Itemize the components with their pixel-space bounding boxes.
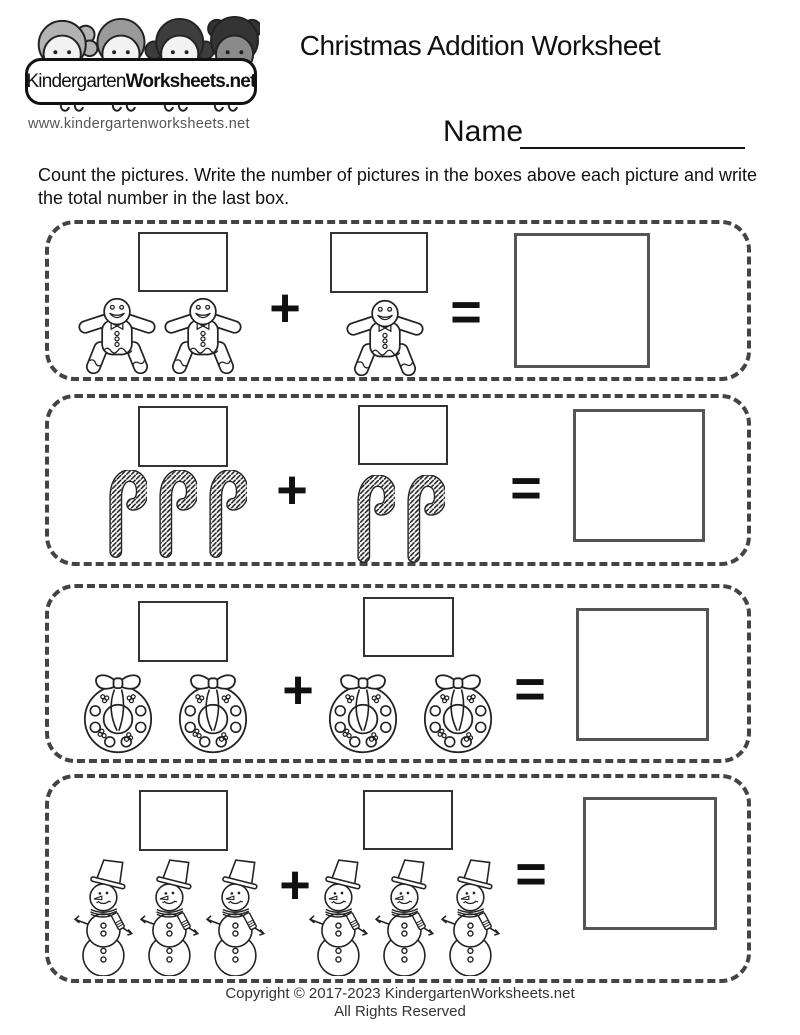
addend2-pictures [355,475,445,563]
candy-cane-icon [157,470,197,558]
addend2-pictures [318,668,503,754]
snowman-icon [374,858,438,976]
answer-box[interactable] [573,409,705,542]
candy-cane-icon [355,475,395,563]
rights-text: All Rights Reserved [334,1003,466,1020]
equals-sign: = [510,458,542,518]
gingerbread-man-icon [163,296,243,374]
candy-cane-icon [107,470,147,558]
plus-sign: + [269,278,301,338]
gingerbread-man-icon [77,296,157,374]
snowman-icon [73,858,137,976]
addend2-pictures [308,858,504,976]
wreath-icon [168,668,258,754]
footer [0,985,800,1021]
instructions-text: Count the pictures. Write the number of pictures in the boxes above each picture and write the total number in the last box. [38,165,758,209]
plus-sign: + [279,855,311,915]
gingerbread-man-icon [345,298,425,376]
name-blank-line[interactable] [520,147,745,149]
copyright-text: Copyright © 2017-2023 KindergartenWorksheets.net [225,985,575,1002]
candy-cane-icon [207,470,247,558]
wreath-icon [73,668,163,754]
addend2-box[interactable] [330,232,428,293]
problem-row-4 [45,774,751,983]
logo-brand-box [25,58,257,105]
equals-sign: = [515,844,547,904]
logo-brand-text: KindergartenWorksheets.net [26,70,256,92]
name-label: Name [443,115,524,148]
addend2-pictures [345,298,425,376]
problem-row-1 [45,220,751,381]
addend1-box[interactable] [138,406,228,467]
addend1-pictures [73,858,269,976]
addend1-box[interactable] [138,601,228,662]
addend1-pictures [107,470,247,558]
problem-row-2 [45,394,751,566]
addend2-box[interactable] [363,597,454,657]
addend1-pictures [77,296,243,374]
answer-box[interactable] [514,233,650,368]
addend1-box[interactable] [138,232,228,292]
plus-sign: + [276,460,308,520]
wreath-icon [413,668,503,754]
snowman-icon [139,858,203,976]
addend2-box[interactable] [363,790,453,850]
answer-box[interactable] [576,608,709,741]
snowman-icon [205,858,269,976]
candy-cane-icon [405,475,445,563]
problem-row-3 [45,584,751,763]
equals-sign: = [450,282,482,342]
snowman-icon [440,858,504,976]
plus-sign: + [282,660,314,720]
addend1-box[interactable] [139,790,228,851]
site-url: www.kindergartenworksheets.net [28,116,250,132]
addend2-box[interactable] [358,405,448,465]
equals-sign: = [514,659,546,719]
snowman-icon [308,858,372,976]
addend1-pictures [73,668,258,754]
answer-box[interactable] [583,797,717,930]
page-title: Christmas Addition Worksheet [299,30,661,61]
wreath-icon [318,668,408,754]
